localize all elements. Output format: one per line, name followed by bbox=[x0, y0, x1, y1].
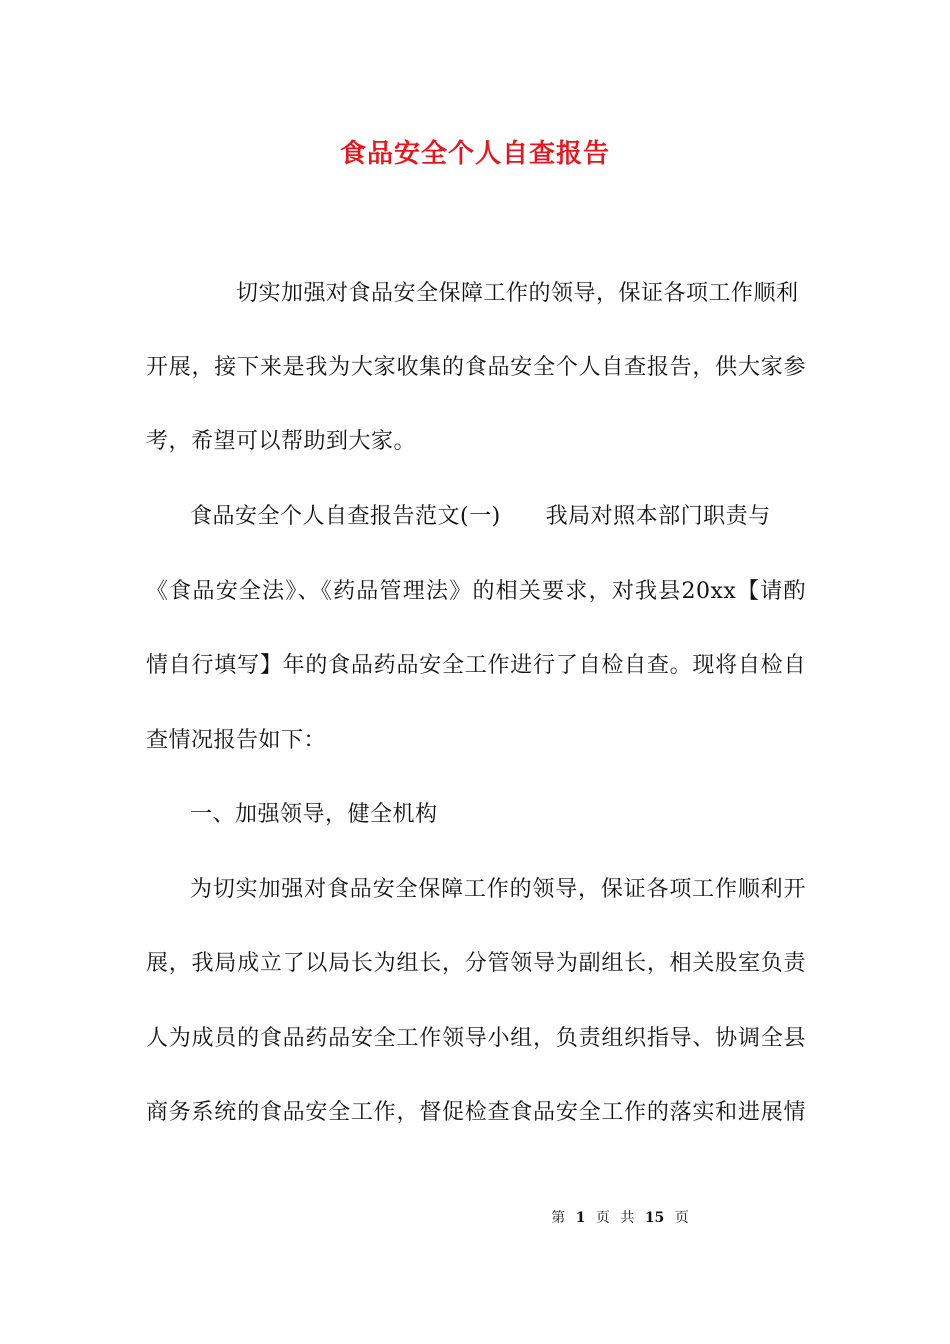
paragraph-line: 为切实加强对食品安全保障工作的领导，保证各项工作顺利开 bbox=[190, 877, 806, 902]
footer-page-prefix: 第 bbox=[551, 1210, 566, 1226]
paragraph-line: 人为成员的食品药品安全工作领导小组，负责组织指导、协调全县 bbox=[146, 1026, 806, 1051]
paragraph-line: 考，希望可以帮助到大家。 bbox=[146, 429, 417, 454]
paragraph-line: 查情况报告如下： bbox=[146, 728, 327, 753]
footer-total-pages: 15 bbox=[644, 1210, 665, 1226]
paragraph-line: 《食品安全法》、《药品管理法》的相关要求，对我县20xx【请酌 bbox=[146, 579, 806, 604]
footer-page-word: 页 bbox=[595, 1210, 610, 1226]
paragraph-line: 情自行填写】年的食品药品安全工作进行了自检自查。现将自检自 bbox=[146, 653, 806, 678]
footer-current-page: 1 bbox=[575, 1210, 586, 1226]
paragraph-line: 展，我局成立了以局长为组长，分管领导为副组长，相关股室负责 bbox=[146, 951, 806, 976]
page-number-footer bbox=[0, 1208, 950, 1228]
footer-total-prefix: 共 bbox=[620, 1210, 635, 1226]
paragraph-line: 食品安全个人自查报告范文(一) 我局对照本部门职责与 bbox=[190, 504, 771, 529]
paragraph-line: 切实加强对食品安全保障工作的领导，保证各项工作顺利 bbox=[236, 281, 799, 306]
section-heading: 一、加强领导，健全机构 bbox=[190, 802, 438, 827]
footer-total-suffix: 页 bbox=[674, 1210, 689, 1226]
document-title: 食品安全个人自查报告 bbox=[339, 139, 610, 169]
paragraph-line: 开展，接下来是我为大家收集的食品安全个人自查报告，供大家参 bbox=[146, 355, 806, 380]
paragraph-line: 商务系统的食品安全工作，督促检查食品安全工作的落实和进展情 bbox=[146, 1100, 806, 1125]
